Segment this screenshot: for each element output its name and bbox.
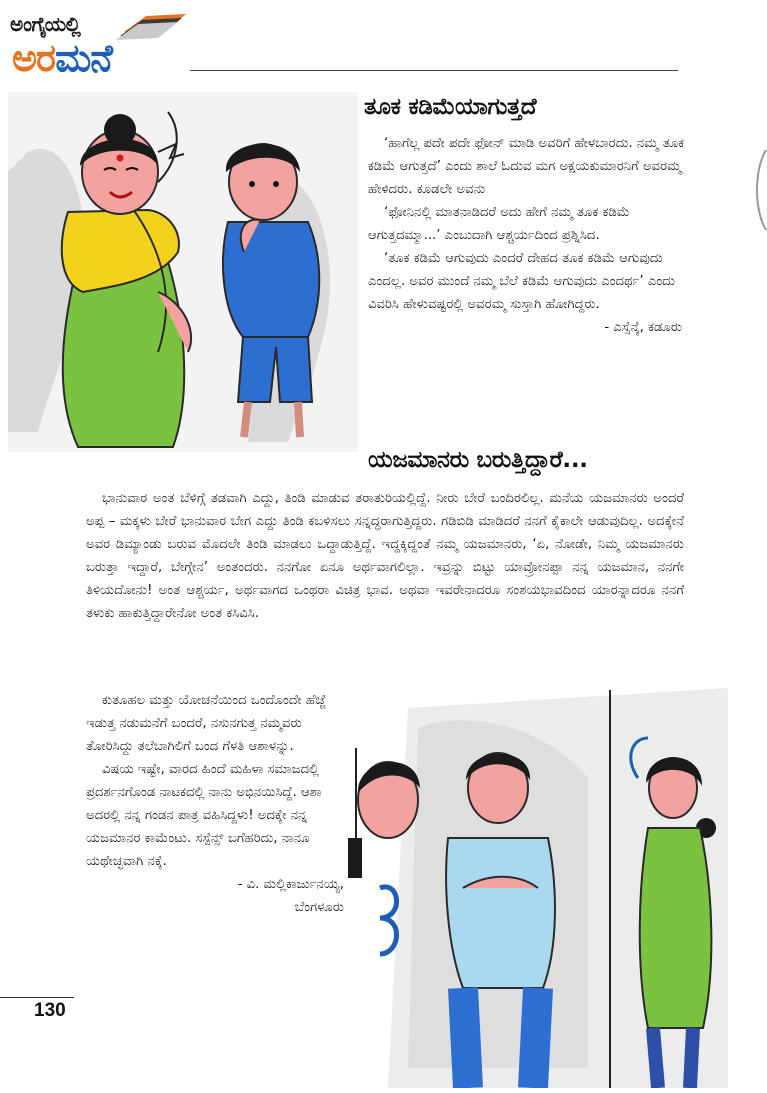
header-divider (190, 70, 678, 71)
story-2-body-column (86, 689, 348, 919)
story-1-paragraph: ‘ತೂಕ ಕಡಿಮೆ ಆಗುವುದು ಎಂದರೆ ದೇಹದ ತೂಕ ಕಡಿಮೆ ಆಗುವುದು ಎಂದಲ್ಲ. ಅವರ ಮುಂದೆ ನಮ್ಮ ಬೆಲೆ ಕಡಿಮೆ ಆಗುವುದು ಎಂದರ್ಥ’ ಎಂದು ವಿವರಿಸಿ ಹೇಳುವಷ್ಟರಲ್ಲಿ ಅವರಮ್ಮ ಸುಸ್ತಾಗಿ ಹೋಗಿದ್ದರು. (368, 251, 675, 312)
story-1-title: ತೂಕ ಕಡಿಮೆಯಾಗುತ್ತದೆ (364, 94, 537, 120)
brand-part-2: ಮನೆ (55, 36, 112, 80)
page-number: 130 (34, 1000, 66, 1021)
story-1-paragraph: ‘ಹಾಗೆಲ್ಲ ಪದೇ ಪದೇ ಫೋನ್ ಮಾಡಿ ಅವರಿಗೆ ಹೇಳಬಾರದು. ನಮ್ಮ ತೂಕ ಕಡಿಮೆ ಆಗುತ್ತದೆ’ ಎಂದು ಶಾಲೆ ಓದುವ ಮಗ ಅಕ್ಷಯಕುಮಾರನಿಗೆ ಅವರಮ್ಮ ಹೇಳಿದರು. ಕೂಡಲೇ ಅವನು (368, 136, 685, 197)
story-1-paragraph: ‘ಫೋನಿನಲ್ಲಿ ಮಾತನಾಡಿದರೆ ಅದು ಹೇಗೆ ನಮ್ಮ ತೂಕ ಕಡಿಮೆ ಆಗುತ್ತದಮ್ಮಾ...’ ಎಂಬುದಾಗಿ ಆಶ್ಚರ್ಯದಿಂದ ಪ್ರಶ್ನಿಸಿದ. (368, 205, 630, 243)
footer-divider (0, 997, 74, 998)
doorway-illustration (348, 688, 738, 1088)
story-2-body-full-width (86, 487, 684, 625)
story-2-author-place: ಬೆಂಗಳೂರು (294, 900, 344, 915)
open-book-logo-icon (116, 10, 188, 40)
mother-son-illustration (8, 92, 358, 452)
section-brand-title (12, 36, 112, 80)
story-1-author: - ಎಸ್ಸೆನ್ಕೆ, ಕಡೂರು (604, 320, 682, 335)
story-2-paragraph: ಭಾನುವಾರ ಅಂತ ಬೆಳಿಗ್ಗೆ ತಡವಾಗಿ ಎದ್ದು, ತಿಂಡಿ ಮಾಡುವ ತರಾತುರಿಯಲ್ಲಿದ್ದೆ. ನೀರು ಬೇರೆ ಬಂದಿರಲಿಲ್ಲ. ಮನೆಯ ಯಜಮಾನರು ಅಂದರೆ ಅಪ್ಪ – ಮಕ್ಕಳು ಬೇರೆ ಭಾನುವಾರ ಬೇಗ ಎದ್ದು ತಿಂಡಿ ಕಬಳಿಸಲು ಸನ್ನದ್ಧರಾಗುತ್ತಿದ್ದರು. ಗಡಿಬಿಡಿ ಮಾಡಿದರೆ ನನಗೆ ಕೈಕಾಲೇ ಆಡುವುದಿಲ್ಲ. ಅದಕ್ಕೇನೆ ಅವರ ಡಿಮ್ಯಾಂಡು ಬರುವ ಮೊದಲೇ ತಿಂಡಿ ಮಾಡಲು ಒದ್ದಾಡುತ್ತಿದ್ದೆ. ಇದ್ದಕ್ಕಿದ್ದಂತೆ ನಮ್ಮ ಯಜಮಾನರು, ‘ಏ, ನೋಡೇ, ನಿಮ್ಮ ಯಜಮಾನರು ಬರುತ್ತಾ ಇದ್ದಾರೆ, ಬೇಗ್ಗೇನ’ ಅಂತಂದರು. ನನಗೋ ಏನೂ ಅರ್ಥವಾಗಲಿಲ್ಲಾ. ಇವ್ರನ್ನು ಬಿಟ್ಟು ಯಾವ್ರೋನಪ್ಪಾ ನನ್ನ ಯಜಮಾನ, ನನಗೇ ತಿಳಿಯದೋನು! ಅಂತ ಆಶ್ಚರ್ಯ, ಅರ್ಥವಾಗದ ಒಂಥರಾ ವಿಚಿತ್ರ ಭಾವ. ಅಥವಾ ಇವರೇನಾದರೂ ಸಂಶಯಭಾವದಿಂದ ಯಾರನ್ನಾದರೂ ನನಗೆ ತಳುಕು ಹಾಕುತ್ತಿದ್ದಾರೇನೋ ಅಂತ ಕಸಿವಿಸಿ. (86, 491, 684, 621)
story-2-title: ಯಜಮಾನರು ಬರುತ್ತಿದ್ದಾರೆ... (368, 447, 588, 473)
story-2-paragraph: ವಿಷಯ ಇಷ್ಟೇ, ವಾರದ ಹಿಂದೆ ಮಹಿಳಾ ಸಮಾಜದಲ್ಲಿ ಪ್ರದರ್ಶನಗೊಂಡ ನಾಟಕದಲ್ಲಿ ನಾನು ಅಭಿನಯಿಸಿದ್ದೆ. ಆಶಾ ಅದರಲ್ಲಿ ನನ್ನ ಗಂಡನ ಪಾತ್ರ ವಹಿಸಿದ್ದಳು! ಅದಕ್ಕೇ ನನ್ನ ಯಜಮಾನರ ಕಾಮೆಂಟು. ಸಸ್ಪೆನ್ಸ್ ಬಗೆಹರಿದು, ನಾನೂ ಯಥೇಚ್ಛವಾಗಿ ನಕ್ಕೆ. (86, 762, 322, 869)
magazine-header (0, 0, 767, 90)
section-kicker: ಅಂಗೈಯಲ್ಲಿ (10, 12, 81, 36)
story-2-paragraph: ಕುತೂಹಲ ಮತ್ತು ಯೋಚನೆಯಿಂದ ಒಂದೊಂದೇ ಹೆಜ್ಜೆ ಇಡುತ್ತ ನಡುಮನೆಗೆ ಬಂದರೆ, ನಸುನಗುತ್ತ ನಮ್ಮವರು ತೋರಿಸಿದ್ದು ತಲೆಬಾಗಿಲಿಗೆ ಬಂದ ಗೆಳತಿ ಆಶಾಳನ್ನು. (86, 693, 326, 754)
story-2-author: - ವಿ. ಮಲ್ಲಿಕಾರ್ಜುನಯ್ಯ, (237, 877, 344, 892)
page-edge-decoration (752, 150, 767, 230)
brand-part-1: ಅರ (12, 36, 56, 80)
story-1-body (368, 132, 686, 339)
